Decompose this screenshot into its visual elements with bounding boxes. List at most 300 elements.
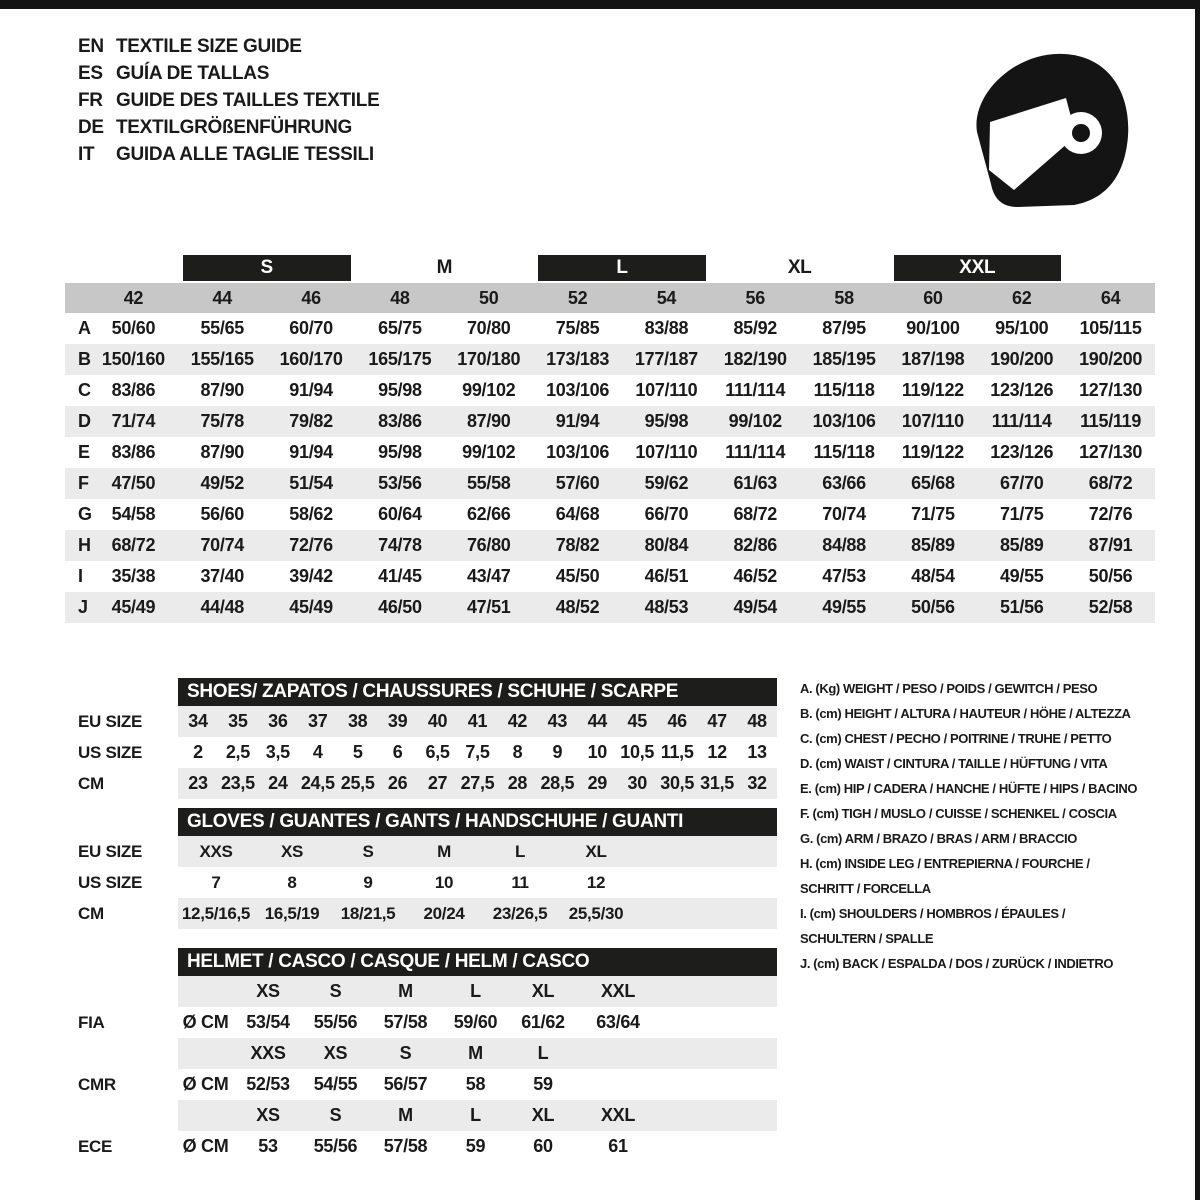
legend-line: J. (cm) BACK / ESPALDA / DOS / ZURÜCK / INDIETRO: [800, 956, 1114, 971]
legend-line: H. (cm) INSIDE LEG / ENTREPIERNA / FOURCHE /: [800, 856, 1090, 871]
helmet-size: XS: [256, 1105, 280, 1125]
language-code: EN: [78, 36, 104, 57]
helmet-size: XS: [256, 981, 280, 1001]
language-title: GUIDE DES TAILLES TEXTILE: [116, 90, 380, 111]
legend-line: SCHULTERN / SPALLE: [800, 931, 934, 946]
row-label: A: [78, 318, 91, 338]
size-value: 66/70: [644, 504, 689, 524]
size-value: 45/50: [555, 566, 600, 586]
diameter-label: Ø CM: [182, 1136, 229, 1156]
size-value: 8: [512, 742, 523, 762]
helmet-grid: [178, 1100, 777, 1131]
column-header: 50: [479, 287, 499, 308]
size-value: 45/49: [111, 597, 156, 617]
size-value: 61/63: [733, 473, 778, 493]
language-title: GUÍA DE TALLAS: [116, 63, 270, 84]
size-value: 90/100: [906, 318, 960, 338]
measure-row-f: [65, 468, 1155, 499]
size-value: 182/190: [723, 349, 787, 369]
size-value: 37/40: [200, 566, 245, 586]
helmet-size: S: [399, 1043, 412, 1063]
size-value: 9: [552, 742, 563, 762]
row-label: CM: [78, 773, 104, 793]
size-value: 83/86: [111, 442, 156, 462]
size-value: 51/54: [289, 473, 333, 493]
size-value: 59/60: [453, 1012, 498, 1032]
textile-size-table: [65, 253, 1155, 623]
size-value: 56/57: [383, 1074, 428, 1094]
size-value: 119/122: [901, 442, 964, 462]
helmet-size: L: [537, 1043, 549, 1063]
size-value: M: [437, 841, 451, 861]
size-value: 44: [587, 711, 607, 731]
legend-item: [800, 776, 1186, 801]
row-label: F: [78, 473, 89, 493]
size-value: 54/55: [313, 1074, 358, 1094]
size-value: 80/84: [644, 535, 689, 555]
size-value: 52/58: [1088, 597, 1133, 617]
size-value: 127/130: [1079, 442, 1143, 462]
size-value: 150/160: [101, 349, 165, 369]
size-value: XXS: [199, 841, 233, 861]
measure-row-h: [65, 530, 1155, 561]
size-value: 64/68: [555, 504, 600, 524]
gloves-title: GLOVES / GUANTES / GANTS / HANDSCHUHE / GUANTI: [178, 808, 777, 836]
legend-item: [800, 951, 1186, 976]
size-value: 20/24: [423, 903, 465, 923]
size-value: 49/52: [200, 473, 245, 493]
size-value: 2: [193, 742, 203, 762]
row-label: US SIZE: [78, 742, 143, 762]
language-row: [78, 60, 379, 87]
size-value: 95/98: [378, 442, 422, 462]
size-value: 75/78: [200, 411, 245, 431]
size-value: 70/74: [200, 535, 245, 555]
size-value: 95/98: [378, 380, 422, 400]
helmet-grid: [178, 1069, 777, 1100]
measure-row-e: [65, 437, 1155, 468]
size-value: 115/119: [1080, 411, 1142, 431]
language-code: DE: [78, 117, 104, 138]
size-value: 53/54: [246, 1012, 290, 1032]
measure-row-g: [65, 499, 1155, 530]
size-value: 12: [586, 872, 606, 892]
size-value: 2,5: [225, 742, 250, 762]
size-value: 85/92: [733, 318, 778, 338]
size-value: 34: [188, 711, 208, 731]
size-value: L: [514, 841, 526, 861]
helmet-sizes-row: [65, 1100, 1155, 1131]
helmet-grid: [178, 1131, 777, 1162]
size-value: 115/118: [813, 380, 875, 400]
legend-item: [800, 801, 1186, 826]
numbers-row: [65, 283, 1155, 313]
row-label: US SIZE: [78, 872, 143, 892]
size-value: 6: [392, 742, 403, 762]
size-value: 4: [312, 742, 323, 762]
size-value: 24,5: [300, 773, 335, 793]
size-value: 31,5: [700, 773, 735, 793]
size-value: 27,5: [460, 773, 495, 793]
size-value: 63/64: [596, 1012, 640, 1032]
size-value: 28: [507, 773, 528, 793]
legend-item: [800, 726, 1186, 751]
size-value: 47: [707, 711, 727, 731]
size-value: 46: [667, 711, 687, 731]
size-value: 55/56: [313, 1136, 358, 1156]
size-value: 8: [287, 872, 297, 892]
helmet-size: XS: [323, 1043, 348, 1063]
size-value: 62/66: [466, 504, 511, 524]
column-header: 42: [123, 287, 144, 308]
size-value: 52/53: [246, 1074, 290, 1094]
size-value: 71/74: [111, 411, 156, 431]
column-header: 58: [834, 287, 854, 308]
helmet-size: M: [398, 981, 413, 1001]
size-value: S: [362, 841, 374, 861]
gloves-grid: [178, 898, 777, 929]
size-value: 87/90: [200, 380, 245, 400]
helmet-size: S: [329, 1105, 342, 1125]
size-value: 99/102: [728, 411, 782, 431]
size-value: 72/76: [1088, 504, 1133, 524]
column-header: 48: [390, 287, 410, 308]
row-label: EU SIZE: [78, 711, 143, 731]
helmet-grid: [178, 1007, 777, 1038]
top-border: [0, 0, 1200, 9]
size-value: 48/54: [911, 566, 955, 586]
size-value: 11: [511, 872, 529, 892]
size-value: 10: [587, 742, 607, 762]
size-value: 155/165: [190, 349, 254, 369]
row-label: B: [78, 349, 91, 369]
size-value: 95/100: [995, 318, 1049, 338]
size-value: 42: [507, 711, 528, 731]
size-value: 185/195: [812, 349, 876, 369]
size-value: 87/95: [822, 318, 866, 338]
language-code: IT: [78, 144, 95, 165]
helmet-values-row: [65, 1069, 1155, 1100]
legend-line: C. (cm) CHEST / PECHO / POITRINE / TRUHE / PETTO: [800, 731, 1112, 746]
size-value: 61: [608, 1136, 628, 1156]
helmet-size: L: [470, 1105, 481, 1125]
size-value: 47/51: [466, 597, 511, 617]
legend-line: I. (cm) SHOULDERS / HOMBROS / ÉPAULES /: [800, 906, 1066, 921]
legend-line: E. (cm) HIP / CADERA / HANCHE / HÜFTE / HIPS / BACINO: [800, 781, 1138, 796]
helmet-title: HELMET / CASCO / CASQUE / HELM / CASCO: [178, 948, 777, 976]
standard-label: CMR: [78, 1074, 116, 1094]
size-value: 6,5: [425, 742, 450, 762]
row-label: E: [78, 442, 90, 462]
size-value: 173/183: [546, 349, 610, 369]
size-value: 10: [434, 872, 454, 892]
size-value: 58: [465, 1074, 486, 1094]
legend-line: A. (Kg) WEIGHT / PESO / POIDS / GEWITCH / PESO: [800, 681, 1098, 696]
size-value: 103/106: [546, 442, 610, 462]
size-value: 53: [258, 1136, 278, 1156]
size-value: 85/89: [911, 535, 955, 555]
size-value: 43: [547, 711, 568, 731]
size-value: 57/58: [383, 1136, 428, 1156]
measure-row-c: [65, 375, 1155, 406]
racing-helmet-icon: [968, 48, 1138, 210]
size-value: 74/78: [378, 535, 422, 555]
size-value: 32: [747, 773, 767, 793]
size-value: 75/85: [555, 318, 600, 338]
legend-item: [800, 676, 1186, 701]
size-value: 99/102: [462, 442, 516, 462]
size-value: XL: [585, 841, 607, 861]
gloves-grid: [178, 836, 777, 867]
size-value: 107/110: [635, 380, 698, 400]
standard-label: FIA: [78, 1012, 105, 1032]
size-value: 160/170: [279, 349, 343, 369]
size-value: 7: [211, 872, 221, 892]
language-row: [78, 33, 379, 60]
size-value: 111/114: [725, 380, 786, 400]
row-label: C: [78, 380, 91, 400]
size-value: 26: [387, 773, 408, 793]
size-value: 70/74: [822, 504, 866, 524]
size-value: 38: [347, 711, 368, 731]
size-value: 47/53: [822, 566, 866, 586]
column-header: 44: [212, 287, 232, 308]
size-value: 54/58: [111, 504, 156, 524]
language-code: FR: [78, 90, 103, 111]
size-value: 56/60: [200, 504, 245, 524]
legend-item: [800, 701, 1186, 726]
size-value: 9: [363, 872, 373, 892]
helmet-grid: [178, 1038, 777, 1069]
size-value: 49/55: [999, 566, 1044, 586]
column-header: 62: [1012, 287, 1032, 308]
size-value: 105/115: [1079, 318, 1142, 338]
column-header: 64: [1100, 287, 1121, 308]
size-value: 50/56: [1088, 566, 1133, 586]
size-value: 87/91: [1088, 535, 1133, 555]
size-value: 41: [467, 711, 488, 731]
size-value: 87/90: [200, 442, 245, 462]
size-value: 50/60: [111, 318, 156, 338]
size-value: 60: [533, 1136, 553, 1156]
size-value: 57/58: [383, 1012, 428, 1032]
measure-row-j: [65, 592, 1155, 623]
right-border: [1195, 0, 1200, 1200]
legend-line: SCHRITT / FORCELLA: [800, 881, 931, 896]
size-value: 25,5: [340, 773, 375, 793]
language-row: [78, 114, 379, 141]
size-value: 48/53: [644, 597, 689, 617]
helmet-size: M: [468, 1043, 483, 1063]
language-title: GUIDA ALLE TAGLIE TESSILI: [116, 144, 374, 165]
size-value: 44/48: [200, 597, 245, 617]
size-value: 59: [465, 1136, 486, 1156]
size-value: 127/130: [1079, 380, 1143, 400]
size-value: 165/175: [368, 349, 432, 369]
size-value: 190/200: [990, 349, 1054, 369]
size-value: 35/38: [111, 566, 156, 586]
size-value: 107/110: [901, 411, 964, 431]
row-label: CM: [78, 903, 104, 923]
size-value: 68/72: [733, 504, 778, 524]
column-header: 52: [567, 287, 588, 308]
size-value: 24: [268, 773, 288, 793]
column-header: 56: [745, 287, 765, 308]
shoes-grid: [178, 737, 777, 768]
size-value: 39/42: [289, 566, 333, 586]
helmet-size: XL: [531, 1105, 555, 1125]
size-value: 59/62: [644, 473, 689, 493]
helmet-body: [65, 976, 1155, 1162]
size-value: 85/89: [999, 535, 1044, 555]
helmet-values-row: [65, 1131, 1155, 1162]
helmet-sizes-row: [65, 976, 1155, 1007]
size-value: 190/200: [1079, 349, 1143, 369]
measure-row-d: [65, 406, 1155, 437]
size-value: 28,5: [540, 773, 575, 793]
size-group-l: L: [538, 255, 706, 281]
legend-item: [800, 851, 1186, 901]
size-value: 59: [533, 1074, 553, 1094]
size-value: 3,5: [265, 742, 290, 762]
size-value: XS: [280, 841, 304, 861]
size-value: 12: [707, 742, 727, 762]
size-value: 23/26,5: [492, 903, 548, 923]
size-value: 45: [627, 711, 647, 731]
size-value: 36: [268, 711, 288, 731]
size-value: 78/82: [555, 535, 600, 555]
size-value: 30: [627, 773, 647, 793]
language-list: [78, 33, 379, 168]
size-value: 65/68: [911, 473, 955, 493]
size-value: 60/70: [289, 318, 333, 338]
size-value: 55/58: [466, 473, 511, 493]
size-value: 107/110: [635, 442, 698, 462]
helmet-grid: [178, 976, 777, 1007]
size-value: 46/51: [644, 566, 689, 586]
size-value: 23: [188, 773, 208, 793]
size-value: 79/82: [289, 411, 333, 431]
language-row: [78, 141, 379, 168]
row-label: J: [78, 597, 88, 617]
size-value: 46/52: [733, 566, 778, 586]
size-value: 87/90: [466, 411, 511, 431]
size-value: 103/106: [812, 411, 876, 431]
helmet-sizes-row: [65, 1038, 1155, 1069]
helmet-size: XXL: [600, 1105, 636, 1125]
size-value: 111/114: [991, 411, 1052, 431]
diameter-label: Ø CM: [182, 1012, 229, 1032]
size-value: 91/94: [555, 411, 600, 431]
size-value: 177/187: [634, 349, 698, 369]
diameter-label: Ø CM: [182, 1074, 229, 1094]
size-value: 11,5: [660, 742, 694, 762]
size-value: 60/64: [378, 504, 422, 524]
size-value: 84/88: [822, 535, 866, 555]
size-value: 48: [747, 711, 767, 731]
size-value: 55/56: [313, 1012, 358, 1032]
size-value: 103/106: [546, 380, 610, 400]
size-value: 95/98: [644, 411, 689, 431]
size-value: 41/45: [378, 566, 422, 586]
size-value: 35: [228, 711, 248, 731]
measurement-legend: [800, 676, 1186, 976]
legend-line: G. (cm) ARM / BRAZO / BRAS / ARM / BRACCIO: [800, 831, 1077, 846]
size-value: 53/56: [378, 473, 422, 493]
language-row: [78, 87, 379, 114]
measure-row-b: [65, 344, 1155, 375]
legend-line: D. (cm) WAIST / CINTURA / TAILLE / HÜFTUNG / VITA: [800, 756, 1108, 771]
size-value: 27: [427, 773, 448, 793]
size-value: 25,5/30: [568, 903, 624, 923]
size-value: 68/72: [111, 535, 156, 555]
row-label: I: [78, 566, 83, 586]
size-value: 5: [352, 742, 363, 762]
size-value: 29: [587, 773, 607, 793]
size-value: 49/55: [822, 597, 866, 617]
size-value: 7,5: [465, 742, 490, 762]
size-value: 76/80: [466, 535, 511, 555]
row-label: EU SIZE: [78, 841, 143, 861]
size-value: 82/86: [733, 535, 778, 555]
size-value: 91/94: [289, 442, 333, 462]
size-value: 83/88: [644, 318, 689, 338]
legend-item: [800, 751, 1186, 776]
legend-line: F. (cm) TIGH / MUSLO / CUISSE / SCHENKEL / COSCIA: [800, 806, 1117, 821]
size-value: 99/102: [462, 380, 516, 400]
column-header: 54: [656, 287, 677, 308]
helmet-size: S: [329, 981, 342, 1001]
helmet-values-row: [65, 1007, 1155, 1038]
size-value: 39: [387, 711, 408, 731]
size-value: 50/56: [911, 597, 955, 617]
helmet-size: XXL: [600, 981, 636, 1001]
size-group-s: S: [183, 255, 351, 281]
size-value: 47/50: [111, 473, 156, 493]
size-group-m: M: [436, 257, 453, 278]
size-value: 123/126: [990, 442, 1054, 462]
size-value: 10,5: [620, 742, 655, 762]
size-value: 119/122: [901, 380, 964, 400]
row-label: D: [78, 411, 91, 431]
size-value: 58/62: [289, 504, 333, 524]
measure-row-a: [65, 313, 1155, 344]
size-value: 68/72: [1088, 473, 1133, 493]
row-label: H: [78, 535, 91, 555]
size-value: 37: [308, 711, 328, 731]
helmet-section: [65, 948, 1155, 1162]
language-code: ES: [78, 63, 103, 84]
shoes-grid: [178, 768, 777, 799]
legend-item: [800, 826, 1186, 851]
shoes-grid: [178, 706, 777, 737]
size-value: 71/75: [911, 504, 955, 524]
size-value: 40: [427, 711, 448, 731]
size-value: 83/86: [378, 411, 422, 431]
size-value: 72/76: [289, 535, 333, 555]
legend-item: [800, 901, 1186, 951]
measure-row-i: [65, 561, 1155, 592]
size-value: 46/50: [378, 597, 422, 617]
size-group-row: [65, 253, 1155, 283]
size-value: 18/21,5: [340, 903, 396, 923]
textile-body: [65, 313, 1155, 623]
size-value: 83/86: [111, 380, 156, 400]
size-value: 55/65: [200, 318, 245, 338]
legend-line: B. (cm) HEIGHT / ALTURA / HAUTEUR / HÖHE / ALTEZZA: [800, 706, 1131, 721]
size-value: 115/118: [813, 442, 875, 462]
size-group-xl: XL: [787, 257, 812, 278]
